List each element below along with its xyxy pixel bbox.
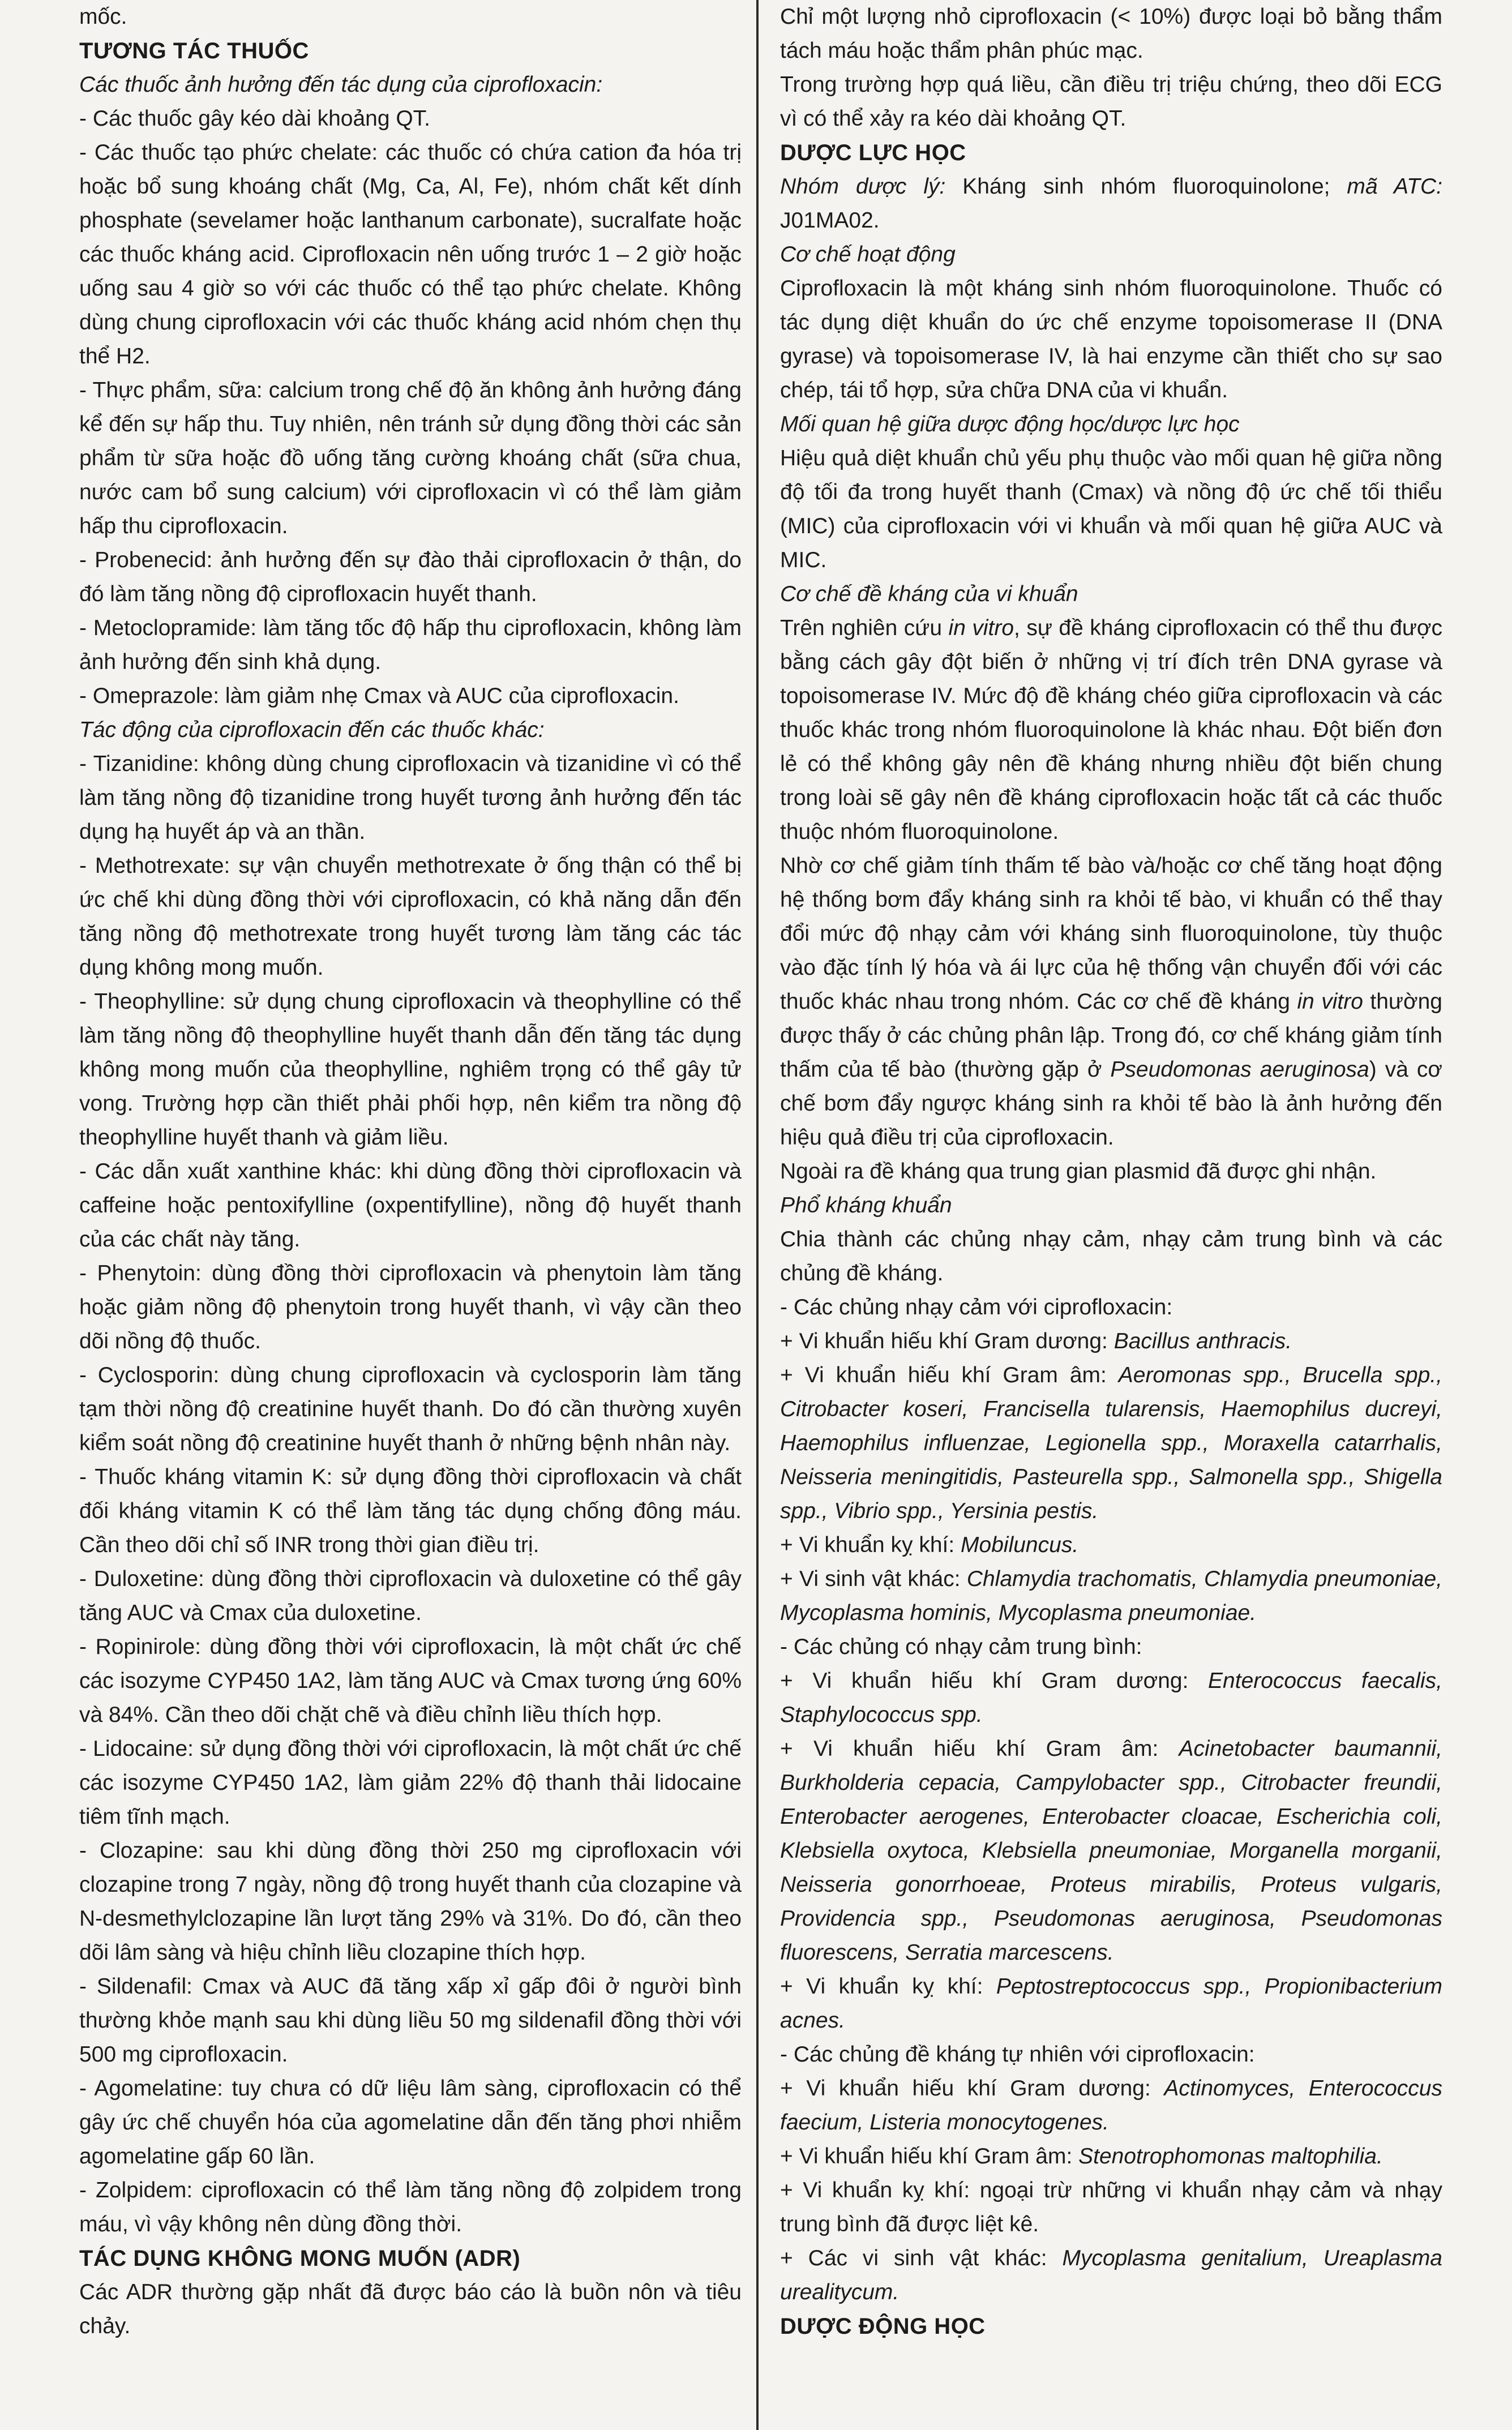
- text: + Vi sinh vật khác:: [780, 1567, 967, 1591]
- text: + Vi khuẩn kỵ khí:: [780, 1533, 961, 1557]
- paragraph: - Omeprazole: làm giảm nhẹ Cmax và AUC của ciprofloxacin.: [79, 684, 679, 708]
- list-heading: - Các chủng đề kháng tự nhiên với ciprofloxacin:: [780, 2042, 1255, 2067]
- list-item: [780, 1970, 1442, 2038]
- paragraph: - Agomelatine: tuy chưa có dữ liệu lâm sàng, ciprofloxacin có thể gây ức chế chuyển hóa của agomelatine dẫn đến tăng phơi nhiễm agomelatine gấp 60 lần.: [79, 2076, 742, 2168]
- text: + Vi khuẩn hiếu khí Gram dương:: [780, 2076, 1164, 2101]
- paragraph: Chia thành các chủng nhạy cảm, nhạy cảm trung bình và các chủng đề kháng.: [780, 1227, 1442, 1285]
- right-column: [780, 0, 1442, 2430]
- text: Enterococcus faecalis, Staphylococcus spp.: [780, 1669, 1442, 1727]
- text: thường được thấy ở các chủng phân lập. Trong đó, cơ chế kháng giảm tính thấm của tế bào (thường gặp ở: [780, 989, 1442, 1082]
- subheading-effect-on-other-drugs: Tác động của ciprofloxacin đến các thuốc khác:: [79, 718, 545, 742]
- column-divider: [756, 0, 759, 2430]
- paragraph: Ngoài ra đề kháng qua trung gian plasmid đã được ghi nhận.: [780, 1159, 1377, 1184]
- paragraph: - Các thuốc gây kéo dài khoảng QT.: [79, 106, 431, 131]
- paragraph: Ciprofloxacin là một kháng sinh nhóm fluoroquinolone. Thuốc có tác dụng diệt khuẩn do ức chế enzyme topoisomerase II (DNA gyrase) và topoisomerase IV, là hai enzyme cần thiết cho sự sao chép, tái tổ hợp, sửa chữa DNA của vi khuẩn.: [780, 276, 1442, 402]
- text: J01MA02.: [780, 208, 880, 233]
- list-item: [780, 1732, 1442, 1970]
- paragraph: [780, 849, 1442, 1155]
- list-item: [780, 2140, 1442, 2174]
- list-item: [780, 1562, 1442, 1630]
- text: Peptostreptococcus spp., Propionibacterium acnes.: [780, 1974, 1443, 2033]
- label: mã ATC:: [1347, 174, 1442, 199]
- list-item: [780, 2072, 1442, 2140]
- list-item: [780, 1358, 1442, 1528]
- paragraph: - Thực phẩm, sữa: calcium trong chế độ ăn không ảnh hưởng đáng kể đến sự hấp thu. Tuy nhiên, nên tránh sử dụng đồng thời các sản phẩm từ sữa hoặc đồ uống tăng cường khoáng chất (sữa chua, nước cam bổ sung calcium) với ciprofloxacin vì có thể làm giảm hấp thu ciprofloxacin.: [79, 378, 742, 538]
- paragraph: - Clozapine: sau khi dùng đồng thời 250 mg ciprofloxacin với clozapine trong 7 ngày, nồng độ trong huyết thanh của clozapine và N-desmethylclozapine lần lượt tăng 29% và 31%. Do đó, cần theo dõi lâm sàng và hiệu chỉnh liều clozapine thích hợp.: [79, 1838, 742, 1965]
- subheading-pk-pd: Mối quan hệ giữa dược động học/dược lực học: [780, 412, 1240, 436]
- paragraph: Các ADR thường gặp nhất đã được báo cáo là buồn nôn và tiêu chảy.: [79, 2280, 742, 2338]
- paragraph: - Ropinirole: dùng đồng thời với ciprofloxacin, là một chất ức chế các isozyme CYP450 1A2, làm tăng AUC và Cmax tương ứng 60% và 84%. Cần theo dõi chặt chẽ và điều chỉnh liều thích hợp.: [79, 1635, 742, 1727]
- text: + Vi khuẩn hiếu khí Gram âm:: [780, 1737, 1179, 1761]
- paragraph: - Các thuốc tạo phức chelate: các thuốc có chứa cation đa hóa trị hoặc bổ sung khoáng chất (Mg, Ca, Al, Fe), nhóm chất kết dính phosphate (sevelamer hoặc lanthanum carbonate), sucralfate hoặc các thuốc kháng acid. Ciprofloxacin nên uống trước 1 – 2 giờ hoặc uống sau 4 giờ so với các thuốc có thể tạo phức chelate. Không dùng chung ciprofloxacin với các thuốc kháng acid nhóm chẹn thụ thể H2.: [79, 140, 742, 368]
- paragraph: - Duloxetine: dùng đồng thời ciprofloxacin và duloxetine có thể gây tăng AUC và Cmax của duloxetine.: [79, 1567, 742, 1625]
- text: Stenotrophomonas maltophilia.: [1078, 2144, 1383, 2168]
- paragraph: - Metoclopramide: làm tăng tốc độ hấp thu ciprofloxacin, không làm ảnh hưởng đến sinh khả dụng.: [79, 616, 742, 674]
- section-heading-adr: TÁC DỤNG KHÔNG MONG MUỐN (ADR): [79, 2246, 521, 2271]
- text: Pseudomonas aeruginosa: [1110, 1057, 1369, 1082]
- subheading-resistance: Cơ chế đề kháng của vi khuẩn: [780, 582, 1078, 606]
- paragraph: - Các dẫn xuất xanthine khác: khi dùng đồng thời ciprofloxacin và caffeine hoặc pentoxifylline (oxpentifylline), nồng độ huyết thanh của các chất này tăng.: [79, 1159, 742, 1252]
- paragraph: - Thuốc kháng vitamin K: sử dụng đồng thời ciprofloxacin và chất đối kháng vitamin K có thể làm tăng tác dụng chống đông máu. Cần theo dõi chỉ số INR trong thời gian điều trị.: [79, 1465, 742, 1557]
- text: + Vi khuẩn hiếu khí Gram dương:: [780, 1329, 1114, 1353]
- text: Actinomyces, Enterococcus faecium, Listeria monocytogenes.: [780, 2076, 1442, 2135]
- text: ) và cơ chế bơm đẩy ngược kháng sinh ra khỏi tế bào là ảnh hưởng đến hiệu quả điều trị của ciprofloxacin.: [780, 1057, 1442, 1150]
- list-item: + Vi khuẩn kỵ khí: ngoại trừ những vi khuẩn nhạy cảm và nhạy trung bình đã được liệt kê.: [780, 2178, 1442, 2236]
- text: + Vi khuẩn kỵ khí:: [780, 1974, 996, 1999]
- list-heading: - Các chủng nhạy cảm với ciprofloxacin:: [780, 1295, 1173, 1319]
- paragraph: - Tizanidine: không dùng chung ciprofloxacin và tizanidine vì có thể làm tăng nồng độ tizanidine trong huyết tương ảnh hưởng đến tác dụng hạ huyết áp và an thần.: [79, 752, 742, 844]
- text: in vitro: [1297, 989, 1363, 1014]
- list-item: [780, 2242, 1442, 2309]
- label: Nhóm dược lý:: [780, 174, 946, 199]
- section-heading-pharmacokinetics: DƯỢC ĐỘNG HỌC: [780, 2314, 986, 2339]
- paragraph: - Phenytoin: dùng đồng thời ciprofloxacin và phenytoin làm tăng hoặc giảm nồng độ phenytoin trong huyết thanh, vì vậy cần theo dõi nồng độ thuốc.: [79, 1261, 742, 1353]
- section-heading-pharmacodynamics: DƯỢC LỰC HỌC: [780, 140, 966, 165]
- list-item: [780, 1528, 1442, 1562]
- paragraph: - Lidocaine: sử dụng đồng thời với ciprofloxacin, là một chất ức chế các isozyme CYP450 1A2, làm giảm 22% độ thanh thải lidocaine tiêm tĩnh mạch.: [79, 1737, 742, 1829]
- paragraph: - Methotrexate: sự vận chuyển methotrexate ở ống thận có thể bị ức chế khi dùng đồng thời với ciprofloxacin, có khả năng dẫn đến tăng nồng độ methotrexate trong huyết tương làm tăng các tác dụng không mong muốn.: [79, 854, 742, 980]
- text: in vitro: [948, 616, 1014, 640]
- text: + Vi khuẩn hiếu khí Gram dương:: [780, 1669, 1209, 1693]
- left-column: [79, 0, 742, 2430]
- text: Bacillus anthracis.: [1113, 1329, 1292, 1353]
- list-item: [780, 1325, 1442, 1358]
- paragraph: - Zolpidem: ciprofloxacin có thể làm tăng nồng độ zolpidem trong máu, vì vậy không nên dùng đồng thời.: [79, 2178, 742, 2236]
- text: Trên nghiên cứu: [780, 616, 949, 640]
- paragraph: - Sildenafil: Cmax và AUC đã tăng xấp xỉ gấp đôi ở người bình thường khỏe mạnh sau khi dùng liều 50 mg sildenafil đồng thời với 500 mg ciprofloxacin.: [79, 1974, 742, 2067]
- text: Kháng sinh nhóm fluoroquinolone;: [945, 174, 1347, 199]
- text: + Vi khuẩn hiếu khí Gram âm:: [780, 1363, 1119, 1387]
- text: Mobiluncus.: [961, 1533, 1079, 1557]
- paragraph: - Theophylline: sử dụng chung ciprofloxacin và theophylline có thể làm tăng nồng độ theophylline huyết thanh dẫn đến tăng tác dụng không mong muốn của theophylline, nghiêm trọng có thể gây tử vong. Trường hợp cần thiết phải phối hợp, nên kiểm tra nồng độ theophylline huyết thanh và giảm liều.: [79, 989, 742, 1150]
- paragraph: [780, 170, 1442, 238]
- paragraph: [780, 611, 1442, 849]
- paragraph: - Probenecid: ảnh hưởng đến sự đào thải ciprofloxacin ở thận, do đó làm tăng nồng độ ciprofloxacin huyết thanh.: [79, 548, 742, 606]
- text: + Vi khuẩn hiếu khí Gram âm:: [780, 2144, 1079, 2168]
- subheading-mechanism: Cơ chế hoạt động: [780, 242, 956, 267]
- list-heading: - Các chủng có nhạy cảm trung bình:: [780, 1635, 1142, 1659]
- text: Aeromonas spp., Brucella spp., Citrobacter koseri, Francisella tularensis, Haemophilus ducreyi, Haemophilus influenzae, Legionella spp., Moraxella catarrhalis, Neisseria meningitidis, Pasteurella spp., Salmonella spp., Shigella spp., Vibrio spp., Yersinia pestis.: [780, 1363, 1442, 1523]
- text: + Các vi sinh vật khác:: [780, 2246, 1063, 2270]
- paragraph: Hiệu quả diệt khuẩn chủ yếu phụ thuộc vào mối quan hệ giữa nồng độ tối đa trong huyết thanh (Cmax) và nồng độ ức chế tối thiểu (MIC) của ciprofloxacin với vi khuẩn và mối quan hệ giữa AUC và MIC.: [780, 446, 1442, 572]
- subheading-spectrum: Phổ kháng khuẩn: [780, 1193, 952, 1218]
- paragraph: Chỉ một lượng nhỏ ciprofloxacin (< 10%) được loại bỏ bằng thẩm tách máu hoặc thẩm phân phúc mạc.: [780, 5, 1442, 63]
- text: Chlamydia trachomatis, Chlamydia pneumoniae, Mycoplasma hominis, Mycoplasma pneumoniae.: [780, 1567, 1442, 1625]
- subheading-affecting-drugs: Các thuốc ảnh hưởng đến tác dụng của ciprofloxacin:: [79, 72, 603, 97]
- text: Mycoplasma genitalium, Ureaplasma urealitycum.: [780, 2246, 1442, 2304]
- paragraph: Trong trường hợp quá liều, cần điều trị triệu chứng, theo dõi ECG vì có thể xảy ra kéo dài khoảng QT.: [780, 72, 1442, 131]
- text: Acinetobacter baumannii, Burkholderia cepacia, Campylobacter spp., Citrobacter freundii, Enterobacter aerogenes, Enterobacter cloacae, Escherichia coli, Klebsiella oxytoca, Klebsiella pneumoniae, Morganella morganii, Neisseria gonorrhoeae, Proteus mirabilis, Proteus vulgaris, Providencia spp., Pseudomonas aeruginosa, Pseudomonas fluorescens, Serratia marcescens.: [780, 1737, 1442, 1965]
- text: Nhờ cơ chế giảm tính thấm tế bào và/hoặc cơ chế tăng hoạt động hệ thống bơm đẩy kháng sinh ra khỏi tế bào, vi khuẩn có thể thay đổi mức độ nhạy cảm với kháng sinh fluoroquinolone, tùy thuộc vào đặc tính lý hóa và ái lực của hệ thống vận chuyển đối với các thuốc khác nhau trong nhóm. Các cơ chế đề kháng: [780, 854, 1442, 1014]
- list-item: [780, 1664, 1442, 1732]
- paragraph: - Cyclosporin: dùng chung ciprofloxacin và cyclosporin làm tăng tạm thời nồng độ creatinine huyết thanh. Do đó cần thường xuyên kiểm soát nồng độ creatinine huyết thanh ở những bệnh nhân này.: [79, 1363, 742, 1455]
- text: , sự đề kháng ciprofloxacin có thể thu được bằng cách gây đột biến ở những vị trí đích trên DNA gyrase và topoisomerase IV. Mức độ đề kháng chéo giữa ciprofloxacin và các thuốc khác trong nhóm fluoroquinolone là khác nhau. Đột biến đơn lẻ có thể không gây nên đề kháng nhưng nhiều đột biến chung trong loài sẽ gây nên đề kháng ciprofloxacin hoặc tất cả các thuốc thuộc nhóm fluoroquinolone.: [780, 616, 1443, 844]
- section-heading-interactions: TƯƠNG TÁC THUỐC: [79, 38, 309, 63]
- cut-off-text: mốc.: [79, 5, 127, 29]
